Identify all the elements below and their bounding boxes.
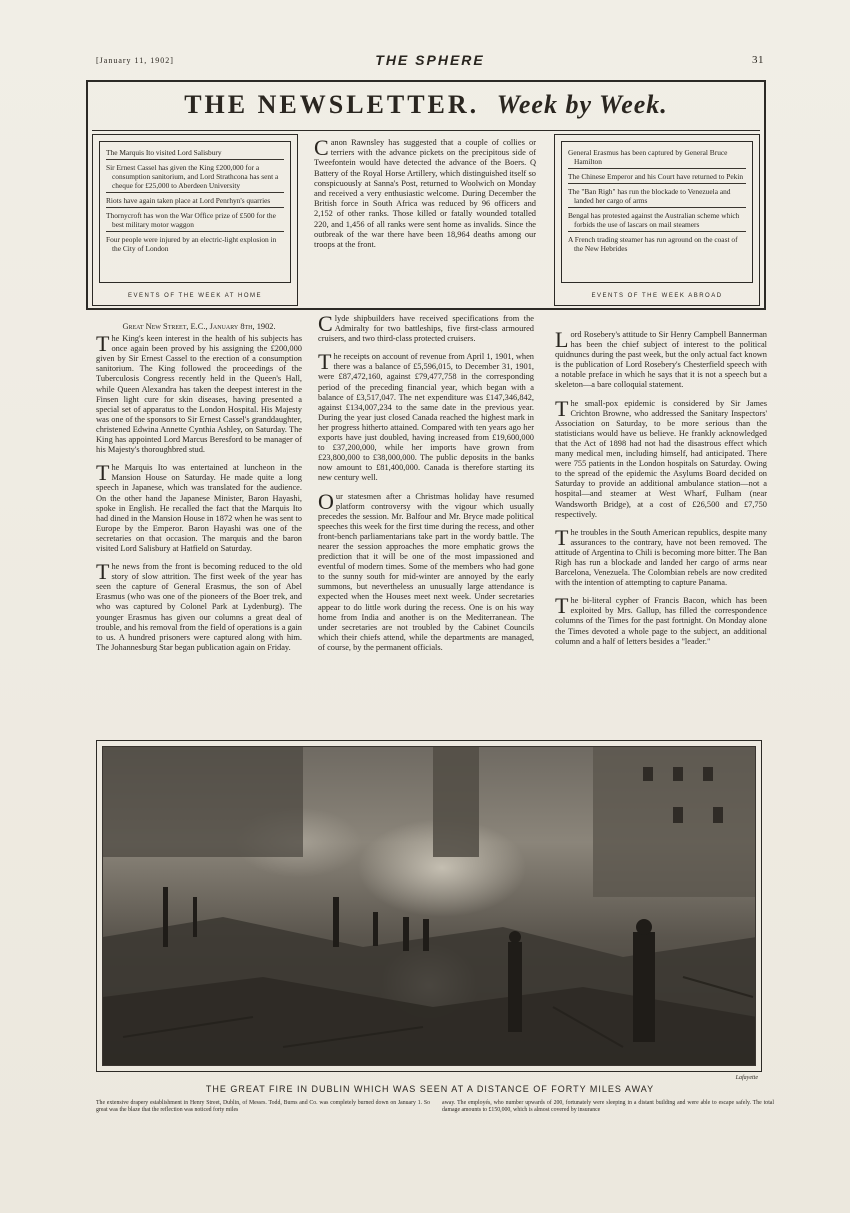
article-column-1 xyxy=(96,322,302,661)
banner-title xyxy=(88,90,764,120)
paragraph-text: he news from the front is becoming reduced to the old story of slow attrition. The first week of the year has seen the capture of General Erasmus, the son of Abel Erasmus (who was one of the pioneers of the Boer trek, and who was captured by Colonel Park at Lydenburg). The younger Erasmus has given our columns a great deal of trouble, and his removal from the field of operations is a gain to us. A hundred prisoners were captured along with him. The Johannesburg Star began publication again on Friday. xyxy=(96,562,302,652)
article-paragraph xyxy=(318,349,534,483)
events-abroad-item: Bengal has protested against the Australian scheme which forbids the use of lascars on mail steamers xyxy=(568,211,746,232)
drop-cap: T xyxy=(96,331,110,357)
events-home-item: Sir Ernest Cassel has given the King £200,000 for a consumption sanitorium, and Lord Strathcona has sent a cheque for £25,000 to Aberdeen University xyxy=(106,163,284,193)
issue-date: [January 11, 1902] xyxy=(96,56,174,65)
paragraph-text: he bi-literal cypher of Francis Bacon, which has been exploited by Mrs. Gallup, has filled the correspondence columns of the Times for the past fortnight. On Monday alone the Times devoted a whole page to the subject, an additional column and a half of letters besides a "leader." xyxy=(555,596,767,646)
banner-divider xyxy=(92,130,760,131)
events-home-box xyxy=(92,134,298,306)
events-home-caption: EVENTS OF THE WEEK AT HOME xyxy=(127,293,262,299)
paragraph-text: he small-pox epidemic is considered by Sir James Crichton Browne, who addressed the Sanitary Inspectors' Association on Saturday, to be more serious than the statisticians would have us believe. He frankly acknowledged that the Act of 1898 had not had the disastrous effect which many medical men, including himself, had anticipated. There were 755 patients in the London hospitals on Saturday. Owing to the spread of the epidemic the Asylums Board decided on Saturday to provide an additional ambulance station—not a hospital—and steamer at West Wharf, Fulham (near Wandsworth Bridge), at a cost of £26,500 and £7,750 respectively. xyxy=(555,398,767,519)
dateline: Great New Street, E.C., January 8th, 1902. xyxy=(122,322,276,331)
events-abroad-box xyxy=(554,134,760,306)
events-abroad-item: The "Ban Righ" has run the blockade to Venezuela and landed her cargo of arms xyxy=(568,187,746,208)
paragraph-text: lyde shipbuilders have received specifications from the Admiralty for two battleships, five first-class armoured cruisers, and two third-class protected cruisers. xyxy=(318,314,534,344)
events-home-item: Four people were injured by an electric-light explosion in the City of London xyxy=(106,235,277,253)
article-column-2 xyxy=(318,311,534,661)
events-home-list xyxy=(99,141,291,283)
article-paragraph xyxy=(96,331,302,455)
fire-ruins-illustration xyxy=(103,747,756,1066)
events-home-item: Thornycroft has won the War Office prize of £500 for the best military motor waggon xyxy=(106,211,284,232)
events-abroad-list xyxy=(561,141,753,283)
events-abroad-caption: EVENTS OF THE WEEK ABROAD xyxy=(591,293,723,299)
drop-cap: T xyxy=(555,593,569,619)
drop-cap: O xyxy=(318,488,334,514)
article-paragraph xyxy=(318,311,534,344)
article-paragraph xyxy=(96,460,302,554)
article-paragraph xyxy=(555,524,767,589)
events-abroad-item: The Chinese Emperor and his Court have returned to Pekin xyxy=(568,172,746,184)
drop-cap: T xyxy=(96,559,110,585)
banner-middle-text xyxy=(314,135,536,250)
page-number: 31 xyxy=(752,54,764,66)
paragraph-text: he receipts on account of revenue from April 1, 1901, when there was a balance of £5,596,015, to December 31, 1901, were £87,472,160, against £79,477,758 in the corresponding period of the preceding financial year, which began with a balance of £3,517,047. The net expenditure was £147,346,842, against £134,007,234 to the same date in the previous year. During the year just closed Canada reached the highest mark in her progress hitherto attained. Compared with ten years ago her exports have just doubled, having increased from £19,600,000 to £37,200,000, while her imports have grown from £23,800,000 to £38,000,000. The public deposits in the banks now amount to £81,400,000. Canada is therefore starting its new century well. xyxy=(318,352,534,483)
article-column-3 xyxy=(555,327,767,655)
events-home-item: The Marquis Ito visited Lord Salisbury xyxy=(106,148,284,160)
article-paragraph xyxy=(555,327,767,391)
photo-caption: THE GREAT FIRE IN DUBLIN WHICH WAS SEEN AT A DISTANCE OF FORTY MILES AWAY xyxy=(205,1084,655,1094)
drop-cap: T xyxy=(318,349,332,375)
paragraph-text: ord Rosebery's attitude to Sir Henry Campbell Bannerman has been the chief subject of interest to the political quidnuncs during the past week, but the only actual fact known is the publication of Lord Rosebery's Chesterfield speech with a notable preface in which he says that it is not a speech but a skeleton—a bare colloquial statement. xyxy=(555,330,767,390)
paragraph-text: he King's keen interest in the health of his subjects has once again been proved by his assigning the £200,000 given by Sir Ernest Cassel to the erection of a consumption sanitorium. The King followed the proceedings of the Tuberculosis Congress recently held in the Queen's Hall, while Queen Alexandra has taken the deepest interest in the Finsen light cure for skin diseases, having presented a special set of apparatus to the London Hospital. His Majesty was one of the sponsors to Sir Ernest Cassel's granddaughter, christened Edwina Annette Cynthia Ashley, on Saturday. The King has appointed Lord Marcus Beresford to be manager of his Majesty's thoroughbred stud. xyxy=(96,334,302,455)
banner-title-main: THE NEWSLETTER. xyxy=(184,90,480,119)
drop-cap: T xyxy=(96,460,110,486)
photo-subcaption-left: The extensive drapery establishment in Henry Street, Dublin, of Messrs. Todd, Burns and Co. was completely burned down on January 1. So great was the blaze that the reflection was noticed forty miles xyxy=(96,1100,430,1114)
running-head xyxy=(96,52,764,70)
drop-cap: T xyxy=(555,524,569,550)
article-paragraph xyxy=(555,395,767,520)
drop-cap: C xyxy=(318,311,333,336)
paragraph-text: he Marquis Ito was entertained at luncheon in the Mansion House on Saturday. He made quite a long speech in Japanese, which was translated for the audience. On the other hand the Japanese Minister, Baron Hayashi, spoke in English. He recalled the fact that the Marquis Ito had dined in the Mansion House in 1872 when he was sent to Europe by the Emperor. Baron Hayashi was one of the secretaries on that occasion. The marquis and the baron visited Lord Salisbury at Hatfield on Saturday. xyxy=(96,463,302,553)
article-paragraph xyxy=(96,559,302,653)
drop-cap: C xyxy=(314,135,329,160)
drop-cap: T xyxy=(555,395,569,421)
events-home-item: Riots have again taken place at Lord Penrhyn's quarries xyxy=(106,196,284,208)
drop-cap: L xyxy=(555,327,569,352)
events-abroad-item: A French trading steamer has run aground on the coast of the New Hebrides xyxy=(568,235,738,253)
photo-frame xyxy=(96,740,762,1072)
dublin-fire-photograph xyxy=(102,746,756,1066)
photo-subcaption-right: away. The employés, who number upwards of 200, fortunately were sleeping in a distant building and were able to escape safely. The total damage amounts to £150,000, which is almost covered by insurance xyxy=(442,1100,774,1114)
article-paragraph xyxy=(555,593,767,646)
masthead: THE SPHERE xyxy=(375,52,485,68)
paragraph-text: he troubles in the South American republics, despite many assurances to the contrary, have not been removed. The attitude of Argentina to Chili is becoming more bitter. The Ban Righ has run a blockade and landed her cargo of arms near Barcelona, Venezuela. The Colombian rebels are now credited with the intention of attempting to capture Panama. xyxy=(555,527,767,588)
photo-credit: Lafayette xyxy=(735,1075,758,1081)
banner-middle-paragraph: anon Rawnsley has suggested that a couple of collies or terriers with the advance pickets on the precipitous side of Tweefontein would have detected the advance of the Boers. Q Battery of the Royal Horse Artillery, which distinguished itself so conspicuously at Sanna's Post, returned to Woolwich on Monday and received a very enthusiastic welcome. During December the British force in South Africa was reduced by 96 officers and 2,152 of other ranks. Those killed or fatally wounded totalled 220, and 1,456 of all ranks were sent home as invalids. Since the outbreak of the war there have been 18,964 deaths among our troops at the front. xyxy=(314,138,536,250)
article-paragraph xyxy=(318,488,534,654)
banner-title-italic: Week by Week. xyxy=(496,90,668,119)
events-abroad-item: General Erasmus has been captured by General Bruce Hamilton xyxy=(568,148,746,169)
newsletter-banner xyxy=(86,80,766,310)
paragraph-text: ur statesmen after a Christmas holiday have resumed platform controversy with the vigour which usually precedes the session. Mr. Balfour and Mr. Bryce made political speeches this week for the first time during the recess, and other front-bench parliamentarians take part in the wordy battle. The nearer the session approaches the more emphatic grows the prediction that it will be one of the most impassioned and eventful of modern times. Some of the members who had gone to the sunny south for mid-winter are annoyed by the early summons, but nevertheless an unusually large attendance is expected when the Houses meet next week. Under secretaries appear to do little work during the recess. One is on his way home from India and another is on the Mediterranean. The under secretaries are not troubled by the Cabinet Councils which their chiefs attend, while the departments are managed, of course, by the permanent officials. xyxy=(318,491,534,652)
